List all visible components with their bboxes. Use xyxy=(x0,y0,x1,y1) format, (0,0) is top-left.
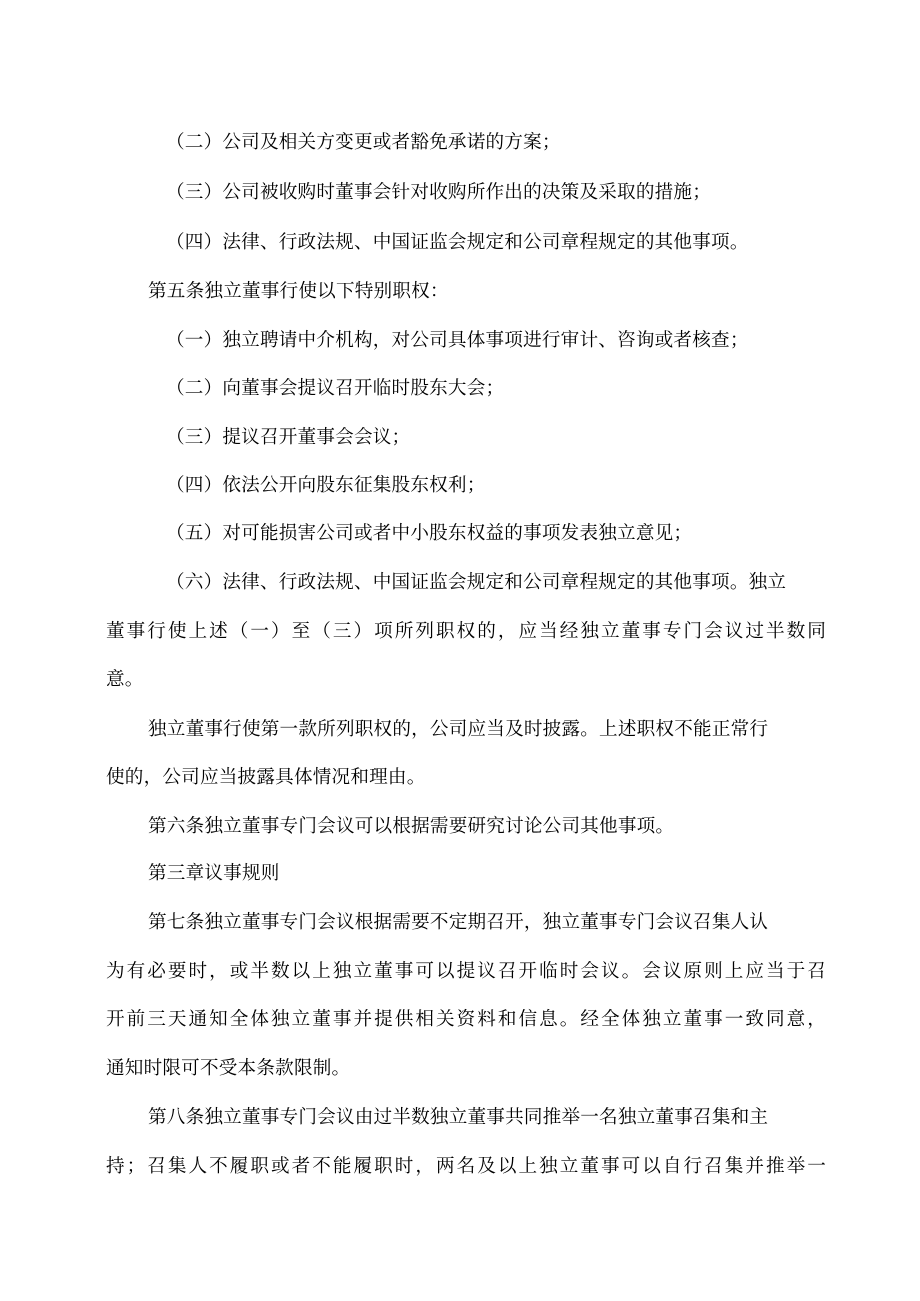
clause-item-2: （二）公司及相关方变更或者豁免承诺的方案； xyxy=(166,132,561,153)
article-7-line-3: 开前三天通知全体独立董事并提供相关资料和信息。经全体独立董事一致同意， xyxy=(106,1009,826,1030)
clause-item-3: （三）公司被收购时董事会针对收购所作出的决策及采取的措施； xyxy=(166,182,712,203)
article-6: 第六条独立董事专门会议可以根据需要研究讨论公司其他事项。 xyxy=(148,816,675,837)
power-item-3: （三）提议召开董事会会议； xyxy=(166,427,411,448)
article-7-line-2: 为有必要时，或半数以上独立董事可以提议召开临时会议。会议原则上应当于召 xyxy=(106,961,826,982)
article-7-line-4: 通知时限可不受本条款限制。 xyxy=(106,1058,351,1079)
article-5-heading: 第五条独立董事行使以下特别职权： xyxy=(148,281,449,302)
article-8-line-2: 持；召集人不履职或者不能履职时，两名及以上独立董事可以自行召集并推举一 xyxy=(106,1156,826,1177)
disclosure-paragraph-line-1: 独立董事行使第一款所列职权的，公司应当及时披露。上述职权不能正常行 xyxy=(148,719,769,740)
article-7-line-1: 第七条独立董事专门会议根据需要不定期召开，独立董事专门会议召集人认 xyxy=(148,912,769,933)
article-8-line-1: 第八条独立董事专门会议由过半数独立董事共同推举一名独立董事召集和主 xyxy=(148,1107,769,1128)
power-item-6-line-3: 意。 xyxy=(106,669,144,690)
clause-item-4: （四）法律、行政法规、中国证监会规定和公司章程规定的其他事项。 xyxy=(166,232,749,253)
power-item-6-line-1: （六）法律、行政法规、中国证监会规定和公司章程规定的其他事项。独立 xyxy=(166,572,787,593)
chapter-3-heading: 第三章议事规则 xyxy=(148,863,280,884)
disclosure-paragraph-line-2: 使的，公司应当披露具体情况和理由。 xyxy=(106,767,426,788)
power-item-2: （二）向董事会提议召开临时股东大会； xyxy=(166,378,505,399)
power-item-5: （五）对可能损害公司或者中小股东权益的事项发表独立意见； xyxy=(166,523,693,544)
power-item-6-line-2: 董事行使上述（一）至（三）项所列职权的，应当经独立董事专门会议过半数同 xyxy=(106,621,826,642)
power-item-1: （一）独立聘请中介机构，对公司具体事项进行审计、咨询或者核查； xyxy=(166,330,749,351)
power-item-4: （四）依法公开向股东征集股东权利； xyxy=(166,475,486,496)
